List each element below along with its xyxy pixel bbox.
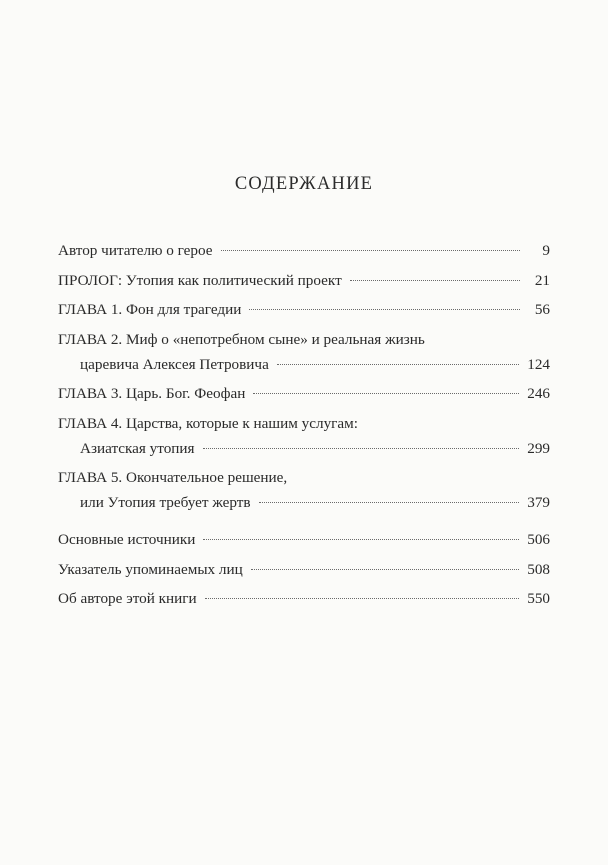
back-matter-contents: [58, 527, 550, 616]
toc-page-number: 9: [542, 242, 550, 259]
dot-leader: [249, 309, 520, 310]
toc-page-number: 379: [527, 494, 550, 511]
toc-page-number: 124: [527, 355, 550, 373]
dot-leader: [350, 280, 520, 281]
toc-line: [58, 436, 550, 461]
toc-line: [58, 381, 550, 406]
toc-entry-title-first-line: ГЛАВА 5. Окончательное решение,: [58, 469, 288, 486]
toc-entry-title-continuation: царевича Алексея Петровича: [80, 355, 269, 373]
dot-leader: [205, 598, 520, 599]
toc-entry: [58, 527, 550, 552]
toc-page-number: 506: [527, 531, 550, 548]
toc-line: [58, 297, 550, 322]
toc-entry: [58, 297, 550, 322]
toc-entry: [58, 411, 550, 461]
toc-line: [58, 268, 550, 293]
toc-page-number: 21: [534, 271, 550, 289]
dot-leader: [251, 569, 519, 570]
toc-entry-title: ПРОЛОГ: Утопия как политический проект: [58, 271, 342, 289]
toc-entry-title-first-line: ГЛАВА 4. Царства, которые к нашим услугам:: [58, 414, 358, 432]
dot-leader: [259, 502, 520, 503]
toc-entry-title-continuation: Азиатская утопия: [80, 439, 195, 457]
toc-entry-title: Указатель упоминаемых лиц: [58, 560, 243, 578]
toc-entry: [58, 238, 550, 263]
dot-leader: [203, 539, 519, 540]
dot-leader: [221, 250, 521, 251]
toc-line: [58, 238, 550, 263]
dot-leader: [253, 393, 519, 394]
toc-entry: [58, 381, 550, 406]
toc-entry-title: ГЛАВА 3. Царь. Бог. Феофан: [58, 385, 246, 402]
toc-line: [58, 352, 550, 377]
toc-entry-title: Основные источники: [58, 531, 196, 548]
toc-line: [58, 557, 550, 582]
page-title: СОДЕРЖАНИЕ: [234, 174, 374, 194]
toc-entry: [58, 465, 550, 515]
dot-leader: [277, 364, 519, 365]
toc-entry-title: ГЛАВА 1. Фон для трагедии: [58, 301, 242, 318]
toc-page-number: 508: [527, 560, 550, 578]
toc-entry: [58, 557, 550, 582]
toc-line: [58, 490, 550, 515]
toc-entry: [58, 586, 550, 611]
toc-entry-title: Об авторе этой книги: [58, 590, 197, 607]
toc-page-number: 299: [527, 439, 550, 457]
table-of-contents: [58, 238, 550, 520]
toc-entry-title-continuation: или Утопия требует жертв: [80, 494, 251, 511]
toc-line: [58, 586, 550, 611]
toc-page-number: 550: [527, 590, 550, 607]
toc-line: [58, 527, 550, 552]
toc-page-number: 56: [534, 301, 550, 318]
toc-page-number: 246: [527, 385, 550, 402]
dot-leader: [203, 448, 520, 449]
toc-entry-title-first-line: ГЛАВА 2. Миф о «непотребном сыне» и реальная жизнь: [58, 330, 425, 348]
toc-entry: [58, 327, 550, 377]
toc-entry: [58, 268, 550, 293]
toc-entry-title: Автор читателю о герое: [58, 242, 213, 259]
